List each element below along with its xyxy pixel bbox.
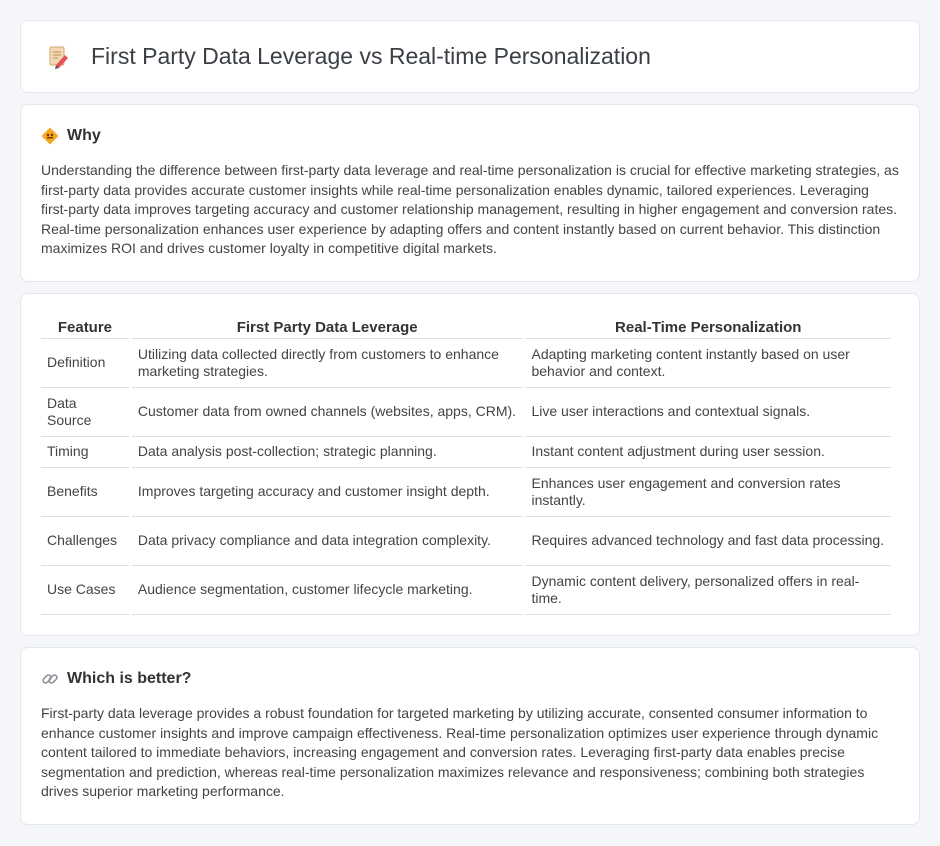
comparison-table: [38, 314, 894, 615]
page-title: First Party Data Leverage vs Real-time Personalization: [91, 43, 651, 69]
table-row: [41, 517, 891, 566]
feature-cell: Benefits: [41, 468, 129, 517]
column-header: First Party Data Leverage: [132, 314, 523, 339]
first-party-cell: Improves targeting accuracy and customer insight depth.: [132, 468, 523, 517]
why-text: Understanding the difference between first-party data leverage and real-time personalization is crucial for effective marketing strategies, as first-party data provides accurate customer insights while real-time personalization enables dynamic, tailored experiences. Leveraging first-party data improves targeting accuracy and customer relationship management, resulting in higher engagement and conversion rates. Real-time personalization enhances user experience by adapting offers and content instantly based on current behavior. This distinction maximizes ROI and drives customer loyalty in competitive digital markets.: [41, 162, 899, 256]
why-section: [20, 104, 920, 282]
better-text: First-party data leverage provides a robust foundation for targeted marketing by utilizing accurate, consented consumer information to enhance customer insights and improve campaign effectiveness. Real-time personalization optimizes user experience through dynamic content tailored to immediate behaviors, increasing engagement and conversion rates. Leveraging first-party data enables precise segmentation and prediction, whereas real-time personalization maximizes relevance and responsiveness; combining both strategies drives superior marketing performance.: [41, 705, 879, 799]
feature-cell: Challenges: [41, 517, 129, 566]
real-time-cell: Requires advanced technology and fast data processing.: [525, 517, 891, 566]
real-time-cell: Live user interactions and contextual signals.: [525, 388, 891, 437]
better-title: Which is better?: [67, 670, 192, 687]
header-card: [20, 20, 920, 93]
table-row: [41, 437, 891, 468]
first-party-cell: Data privacy compliance and data integration complexity.: [132, 517, 523, 566]
first-party-cell: Customer data from owned channels (websites, apps, CRM).: [132, 388, 523, 437]
real-time-cell: Adapting marketing content instantly based on user behavior and context.: [525, 339, 891, 388]
real-time-cell: Dynamic content delivery, personalized offers in real-time.: [525, 566, 891, 615]
table-row: [41, 388, 891, 437]
feature-cell: Data Source: [41, 388, 129, 437]
column-header: Feature: [41, 314, 129, 339]
feature-cell: Timing: [41, 437, 129, 468]
diamond-warning-icon: [41, 127, 59, 145]
column-header: Real-Time Personalization: [525, 314, 891, 339]
real-time-cell: Enhances user engagement and conversion rates instantly.: [525, 468, 891, 517]
table-row: [41, 468, 891, 517]
table-row: [41, 566, 891, 615]
why-heading: [41, 127, 899, 145]
comparison-section: [20, 293, 920, 636]
table-row: [41, 339, 891, 388]
real-time-cell: Instant content adjustment during user session.: [525, 437, 891, 468]
first-party-cell: Audience segmentation, customer lifecycle marketing.: [132, 566, 523, 615]
feature-cell: Definition: [41, 339, 129, 388]
why-title: Why: [67, 127, 101, 144]
better-heading: [41, 670, 899, 688]
first-party-cell: Data analysis post-collection; strategic planning.: [132, 437, 523, 468]
link-icon: [41, 670, 59, 688]
first-party-cell: Utilizing data collected directly from customers to enhance marketing strategies.: [132, 339, 523, 388]
table-header-row: [41, 314, 891, 339]
writing-hand-icon: [43, 42, 73, 72]
feature-cell: Use Cases: [41, 566, 129, 615]
which-better-section: [20, 647, 920, 825]
